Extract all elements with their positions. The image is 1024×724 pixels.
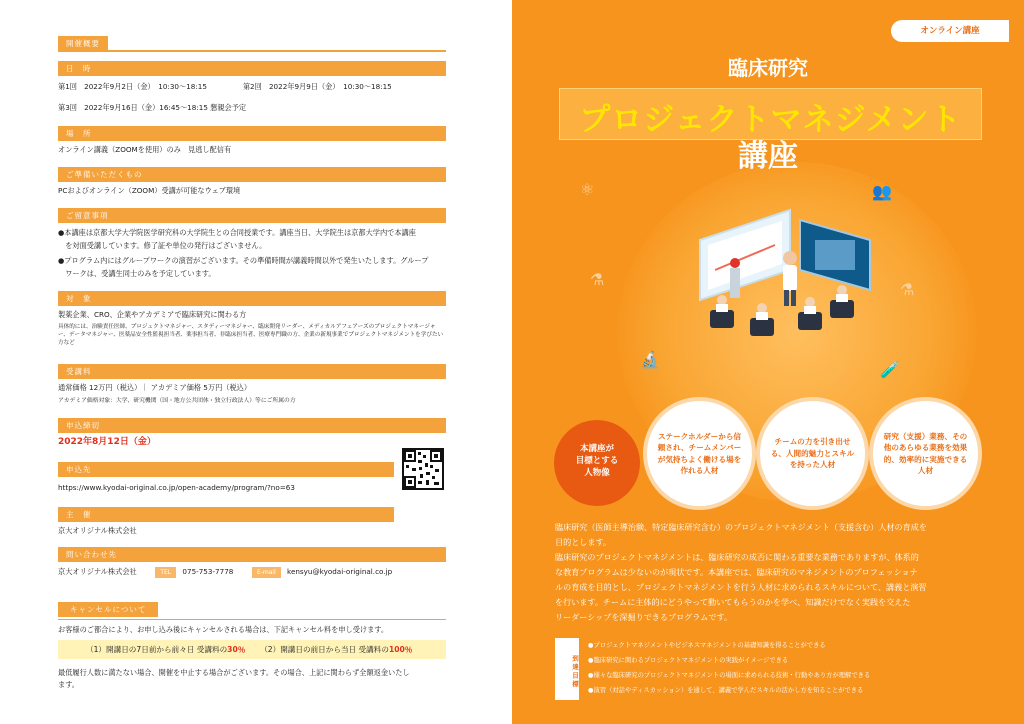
description-1b: 目的とします。	[555, 537, 612, 547]
cancel-bar	[58, 619, 446, 620]
beaker-icon: ⚗	[590, 270, 605, 289]
online-course-badge: オンライン講座	[891, 20, 1009, 42]
profile-circle-2: チームの力を引き出せる、人間的魅力とスキルを持った人材	[756, 397, 869, 510]
description-2d: を行います。チームに主体的にどうやって動いてもらうのかを学べ、知識だけでなく実践を交えた	[555, 597, 911, 607]
description-2a: 臨床研究のプロジェクトマネジメントは、臨床研究の成否に関わる重要な業務でありますが、体系的	[555, 552, 919, 562]
profile-circle-1: ステークホルダーから信頼され、チームメンバーが気持ちよく働ける場を作れる人材	[643, 397, 756, 510]
contact-tel: 075-753-7778	[182, 567, 234, 576]
contact-org: 京大オリジナル株式会社	[58, 567, 137, 576]
tel-label: TEL	[155, 567, 176, 578]
apply-url-link[interactable]: https://www.kyodai-original.co.jp/open-academy/program/?no=63	[58, 483, 295, 492]
note-2b: ワークは、受講生同士のみを予定しています。	[58, 269, 216, 278]
contact-heading: 問い合わせ先	[58, 547, 446, 562]
fee-heading: 受講料	[58, 364, 446, 379]
goal-4: ●演習（対話やディスカッション）を通して、講義で学んだスキルの活かし方を知ることができる	[588, 687, 864, 694]
fee-text: 通常価格 12万円（税込）｜ アカデミア価格 5万円（税込）	[58, 383, 252, 392]
schedule-line-1: 第1回 2022年9月2日（金） 10:30～18:15 第2回 2022年9月9日（金） 10:30～18:15	[58, 82, 392, 91]
contact-email-link[interactable]: kensyu@kyodai-original.co.jp	[287, 567, 393, 576]
place-heading: 場 所	[58, 126, 446, 141]
description-2e: リーダーシップを深掘りできるプログラムです。	[555, 612, 733, 622]
schedule-line-2: 第3回 2022年9月16日（金）16:45～18:15 懇親会予定	[58, 103, 247, 112]
overview-title: 開催概要	[58, 36, 108, 51]
note-1b: を対面受講しています。修了証や単位の発行はございません。	[58, 241, 267, 250]
mail-label: E-mail	[252, 567, 281, 578]
overview-bar	[58, 50, 446, 52]
title-main: プロジェクトマネジメント	[579, 102, 962, 138]
meeting-illustration	[680, 200, 880, 370]
host-heading: 主 催	[58, 507, 394, 522]
notes-heading: ご留意事項	[58, 208, 446, 223]
title-top: 臨床研究	[728, 56, 808, 80]
host-text: 京大オリジナル株式会社	[58, 526, 137, 535]
cancel-row-a: （1）開講日の7日前から前々日 受講料の	[86, 645, 228, 654]
target-profile-line-3: 人物像	[584, 468, 610, 478]
target-profile-line-1: 本講座が	[579, 444, 614, 454]
schedule-heading: 日 時	[58, 61, 446, 76]
cancel-pct-b: 100％	[388, 645, 413, 654]
cancel-heading: キャンセルについて	[58, 602, 158, 617]
apply-heading: 申込先	[58, 462, 394, 477]
cancel-pct-a: 30％	[227, 645, 246, 654]
cancel-intro: お客様のご都合により、お申し込み後にキャンセルされる場合は、下記キャンセル料を申し受けます。	[58, 625, 389, 634]
target-profile-circle	[554, 420, 640, 506]
people-icon: 👥	[872, 182, 892, 201]
prepare-text: PCおよびオンライン（ZOOM）受講が可能なウェブ環境	[58, 186, 241, 195]
place-text: オンライン講義（ZOOMを使用）のみ 見逃し配信有	[58, 145, 232, 154]
note-1a: ●本講座は京都大学大学院医学研究科の大学院生との合同授業です。講座当日、大学院生は京都大学内で本講座	[58, 228, 416, 237]
qr-code-image	[402, 448, 444, 490]
cancel-row-b: （2）開講日の前日から当日 受講料の	[260, 645, 389, 654]
prepare-heading: ご準備いただくもの	[58, 167, 446, 182]
goal-2: ●臨床研究に関わるプロジェクトマネジメントの実践がイメージできる	[588, 657, 789, 664]
note-2a: ●プログラム内にはグループワークの演習がございます。その準備時間が講義時間以外で発生いたします。グループ	[58, 256, 429, 265]
deadline-heading: 申込締切	[58, 418, 446, 433]
target-profile-line-2: 目標とする	[575, 456, 619, 466]
cancel-foot-2: ます。	[58, 680, 79, 689]
contact-row	[58, 566, 392, 578]
description-2c: ルの育成を目的とし、プロジェクトマネジメントを行う人材に求められるスキルについて、講義と演習	[555, 582, 927, 592]
test-tube-icon: 🧪	[880, 360, 900, 379]
description-1a: 臨床研究（医師主導治験、特定臨床研究含む）のプロジェクトマネジメント（支援含む）人材の育成を	[555, 522, 927, 532]
cancel-foot-1: 最低履行人数に満たない場合、開催を中止する場合がございます。その場合、上記に関わらず全額返金いたし	[58, 668, 410, 677]
profile-circle-3: 研究（支援）業務、その他のあらゆる業務を効果的、効率的に実施できる人材	[869, 397, 982, 510]
goal-3: ●様々な臨床研究のプロジェクトマネジメントの場面に求められる技術・行動やあり方が理解できる	[588, 672, 871, 679]
flask-icon: ⚗	[900, 280, 915, 299]
title-bottom: 講座	[738, 139, 798, 174]
target-detail: 具体的には、治験責任医師、プロジェクトマネジャー、スタディーマネジャー、臨床開発リーダー、メディカルアフェアーズのプロジェクトマネージャー、データマネジャー、医薬品安全性監視担当者、薬事担当者、非臨床担当者、医療専門職の方、企業の新規事業でプロジェクトマネジメントを学びたい方など	[58, 324, 444, 346]
target-text: 製薬企業、CRO、企業やアカデミアで臨床研究に関わる方	[58, 310, 247, 319]
fee-note: アカデミア価格対象：大学、研究機関（国・地方公共団体・独立行政法人）等にご所属の方	[58, 398, 296, 404]
deadline-text: 2022年8月12日（金）	[58, 437, 156, 447]
microscope-icon: 🔬	[640, 350, 660, 369]
cancel-fee-row	[58, 640, 446, 659]
molecule-icon: ⚛	[580, 180, 595, 199]
goal-1: ●プロジェクトマネジメントやビジネスマネジメントの基礎知識を得ることができる	[588, 642, 826, 649]
goals-label: 到達目標	[555, 638, 579, 700]
description-2b: な教育プログラムは少ないのが現状です。本講座では、臨床研究のマネジメントのプロフェッショナ	[555, 567, 918, 577]
target-heading: 対 象	[58, 291, 446, 306]
